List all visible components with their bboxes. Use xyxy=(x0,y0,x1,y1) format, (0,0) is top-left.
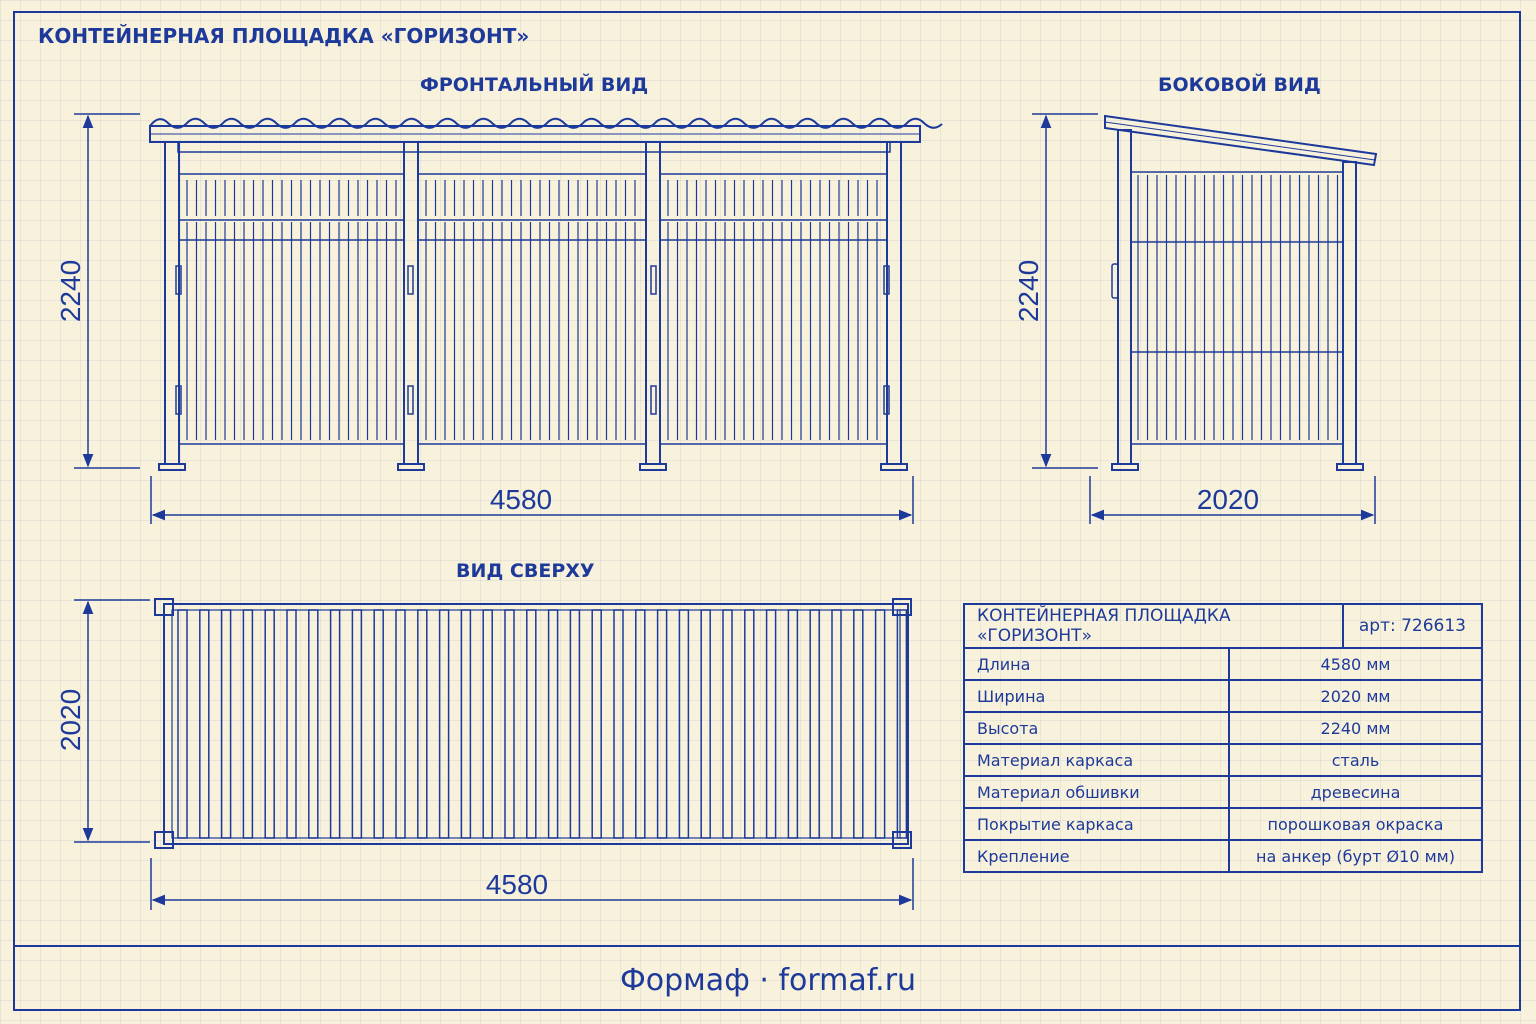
front-dimensions xyxy=(74,114,913,524)
front-panel-2 xyxy=(418,174,646,444)
side-width-dimension: 2020 xyxy=(1196,484,1260,515)
front-post-3 xyxy=(646,142,660,464)
spec-row-label: Высота xyxy=(964,712,1229,744)
front-top-beam xyxy=(178,142,890,152)
spec-row xyxy=(964,712,1482,744)
front-view xyxy=(150,119,942,470)
front-post-1 xyxy=(165,142,179,464)
side-base-front xyxy=(1112,464,1138,470)
spec-row-label: Ширина xyxy=(964,680,1229,712)
front-base-2 xyxy=(398,464,424,470)
front-post-4 xyxy=(887,142,901,464)
front-post-2 xyxy=(404,142,418,464)
spec-product-name: КОНТЕЙНЕРНАЯ ПЛОЩАДКА «ГОРИЗОНТ» xyxy=(964,604,1343,648)
top-view-label: ВИД СВЕРХУ xyxy=(456,560,595,582)
side-roof xyxy=(1105,116,1376,165)
spec-row-label: Материал обшивки xyxy=(964,776,1229,808)
spec-row-label: Длина xyxy=(964,648,1229,680)
side-view xyxy=(1105,116,1376,470)
spec-row-value: на анкер (бурт Ø10 мм) xyxy=(1229,840,1482,872)
spec-row xyxy=(964,680,1482,712)
spec-row-value: древесина xyxy=(1229,776,1482,808)
spec-row xyxy=(964,808,1482,840)
spec-row-value: порошковая окраска xyxy=(1229,808,1482,840)
front-length-dimension: 4580 xyxy=(489,484,553,515)
side-view-label: БОКОВОЙ ВИД xyxy=(1158,74,1321,96)
footer-brand: Формаф · formaf.ru xyxy=(619,963,917,998)
top-length-dimension: 4580 xyxy=(485,869,549,900)
front-panel-3 xyxy=(660,174,887,444)
spec-table xyxy=(963,603,1483,873)
front-view-label: ФРОНТАЛЬНЫЙ ВИД xyxy=(420,74,649,96)
spec-row xyxy=(964,840,1482,872)
front-height-dimension: 2240 xyxy=(55,259,86,323)
spec-row-value: 4580 мм xyxy=(1229,648,1482,680)
drawing-title: КОНТЕЙНЕРНАЯ ПЛОЩАДКА «ГОРИЗОНТ» xyxy=(38,24,530,48)
spec-row-value: 2020 мм xyxy=(1229,680,1482,712)
spec-row-value: сталь xyxy=(1229,744,1482,776)
spec-row xyxy=(964,648,1482,680)
top-view xyxy=(155,599,911,848)
side-dimensions xyxy=(1032,114,1375,524)
spec-row-label: Крепление xyxy=(964,840,1229,872)
top-width-dimension: 2020 xyxy=(55,688,86,752)
spec-row-label: Материал каркаса xyxy=(964,744,1229,776)
front-base-1 xyxy=(159,464,185,470)
side-base-rear xyxy=(1337,464,1363,470)
spec-row-value: 2240 мм xyxy=(1229,712,1482,744)
front-base-3 xyxy=(640,464,666,470)
side-panel xyxy=(1131,172,1343,444)
spec-table-header xyxy=(964,604,1482,648)
side-post-rear xyxy=(1343,162,1356,464)
spec-row-label: Покрытие каркаса xyxy=(964,808,1229,840)
spec-article: арт: 726613 xyxy=(1343,604,1482,648)
spec-row xyxy=(964,744,1482,776)
side-height-dimension: 2240 xyxy=(1013,259,1044,323)
spec-row xyxy=(964,776,1482,808)
side-post-front xyxy=(1118,130,1131,464)
front-base-4 xyxy=(881,464,907,470)
